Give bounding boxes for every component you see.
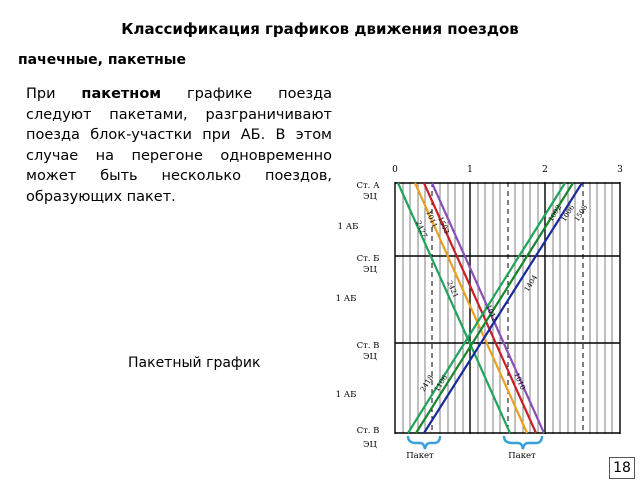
block-label-1: 1 АБ xyxy=(337,222,359,232)
subtitle-separator: , xyxy=(97,52,108,68)
packet-bracket-right xyxy=(504,436,542,449)
subtitle-pachechnye: пачечные xyxy=(18,52,98,68)
train-number: 1503 xyxy=(436,215,451,236)
para-prefix: При xyxy=(26,86,82,102)
hour-label-3: 3 xyxy=(617,165,623,175)
train-number: 1508 xyxy=(572,203,590,224)
para-bold-term: пакетном xyxy=(81,86,162,102)
hour-label-2: 2 xyxy=(542,165,548,175)
train-number: 1012 xyxy=(484,303,499,324)
train-number: 1404 xyxy=(522,273,540,294)
train-number: 1011 xyxy=(424,209,439,230)
station-v-ec: ЭЦ xyxy=(363,352,377,362)
packet-label-right: Пакет xyxy=(508,451,536,461)
train-number: 1002 xyxy=(546,203,564,224)
station-v-name: Ст. В xyxy=(356,341,380,351)
slide-number: 18 xyxy=(609,457,635,479)
train-number: 2421 xyxy=(445,279,460,300)
train-number: 1006 xyxy=(559,203,577,224)
packet-bracket-left xyxy=(408,436,440,449)
station-b-ec: ЭЦ xyxy=(363,265,377,275)
slide-title: Классификация графиков движения поездов xyxy=(121,20,519,38)
train-number: 2418 xyxy=(418,373,436,394)
station-b-name: Ст. Б xyxy=(356,254,380,264)
train-number: 1106 xyxy=(432,373,450,394)
block-label-3: 1 АБ xyxy=(335,390,357,400)
station-v2-name: Ст. В xyxy=(356,426,380,436)
train-number: 2427 xyxy=(414,219,429,240)
station-a-ec: ЭЦ xyxy=(363,192,377,202)
para-text: графике поезда следуют пакетами, разграничивают поезда блок-участки при АБ. В этом случае на перегоне одновременно может быть несколько поездов, образующих пакет. xyxy=(26,86,333,205)
station-v2-ec: ЭЦ xyxy=(363,440,377,450)
hour-label-0: 0 xyxy=(392,165,398,175)
train-number: 1010 xyxy=(512,371,527,392)
subtitle-paketnye: пакетные xyxy=(107,52,186,68)
caption-text: Пакетный график xyxy=(128,355,261,371)
block-label-2: 1 АБ xyxy=(335,294,357,304)
packet-label-left: Пакет xyxy=(406,451,434,461)
hour-label-1: 1 xyxy=(467,165,473,175)
station-a-name: Ст. А xyxy=(356,181,380,191)
